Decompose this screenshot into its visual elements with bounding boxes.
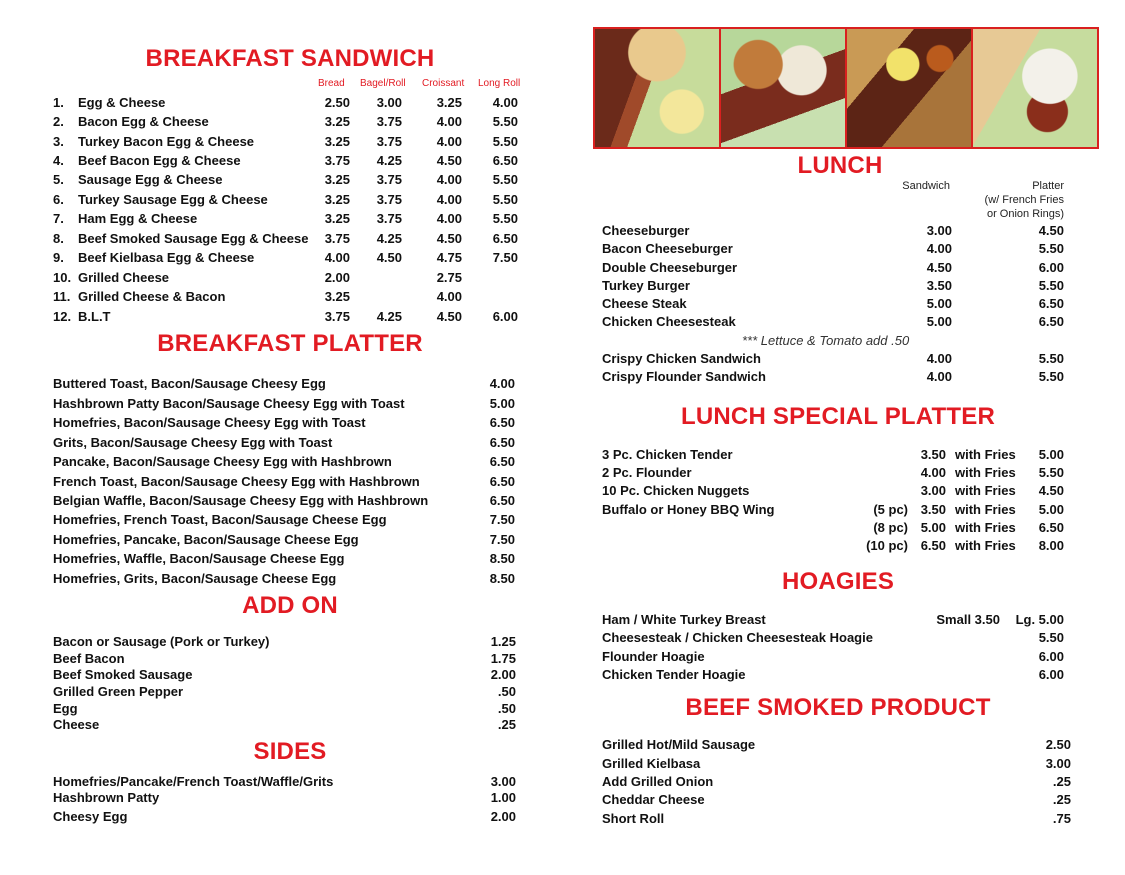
item-name: Sausage Egg & Cheese — [78, 172, 223, 187]
item-price: 4.00 — [436, 192, 462, 207]
item-price: 6.50 — [492, 231, 518, 246]
item-price: 4.00 — [920, 465, 946, 480]
menu-item — [602, 313, 1064, 331]
platter-price: 5.50 — [1038, 241, 1064, 256]
item-price: 6.50 — [489, 415, 515, 430]
hoagies-title: HOAGIES — [781, 568, 895, 595]
with-price: 5.00 — [1038, 502, 1064, 517]
menu-item — [602, 222, 1064, 240]
item-name: Crispy Chicken Sandwich — [602, 351, 761, 366]
item-name: Cheese Steak — [602, 296, 687, 311]
item-price: 6.50 — [920, 538, 946, 553]
item-name: Chicken Tender Hoagie — [602, 667, 746, 682]
item-price: 8.50 — [489, 571, 515, 586]
menu-item — [602, 791, 1071, 809]
item-price: 2.75 — [436, 270, 462, 285]
menu-item — [602, 368, 1064, 386]
item-name: Homefries, Waffle, Bacon/Sausage Cheese Egg — [53, 551, 345, 566]
menu-item — [53, 269, 533, 287]
menu-item — [53, 230, 533, 248]
with-price: 4.50 — [1038, 483, 1064, 498]
item-name: Cheesesteak / Chicken Cheesesteak Hoagie — [602, 630, 873, 645]
item-name: Grits, Bacon/Sausage Cheesy Egg with Toast — [53, 435, 333, 450]
menu-item — [53, 492, 515, 510]
lunch-title: LUNCH — [797, 152, 883, 179]
item-name: Buffalo or Honey BBQ Wing — [602, 502, 775, 517]
item-name: Turkey Burger — [602, 278, 690, 293]
item-number: 4. — [53, 153, 64, 168]
item-name: Cheeseburger — [602, 223, 690, 238]
item-number: 3. — [53, 134, 64, 149]
item-name: Turkey Sausage Egg & Cheese — [78, 192, 268, 207]
item-name: Hashbrown Patty — [53, 790, 160, 805]
menu-item — [602, 810, 1071, 828]
item-price: 4.50 — [436, 231, 462, 246]
item-price: 3.25 — [324, 114, 350, 129]
item-price: 5.50 — [492, 192, 518, 207]
sandwich-price: 4.50 — [926, 260, 952, 275]
item-price: .50 — [497, 701, 516, 716]
col-long-roll: Long Roll — [478, 78, 521, 89]
item-price: 3.75 — [324, 153, 350, 168]
item-price: 3.25 — [324, 134, 350, 149]
item-price: 1.00 — [490, 790, 516, 805]
item-price: Lg. 5.00 — [1015, 612, 1064, 627]
menu-item — [53, 789, 516, 807]
platter-price: 5.50 — [1038, 369, 1064, 384]
item-price: 3.50 — [920, 447, 946, 462]
menu-item — [602, 773, 1071, 791]
with-label: with Fries — [955, 502, 1016, 517]
item-number: 1. — [53, 95, 64, 110]
bacon-eggs-toast-photo-icon — [595, 29, 721, 147]
with-price: 6.50 — [1038, 520, 1064, 535]
item-name: Grilled Cheese & Bacon — [78, 289, 226, 304]
menu-item — [602, 277, 1064, 295]
item-name: Hashbrown Patty Bacon/Sausage Cheesy Egg with Toast — [53, 396, 405, 411]
with-label: with Fries — [955, 447, 1016, 462]
food-photo-strip — [593, 27, 1099, 149]
menu-item — [602, 629, 1064, 647]
item-price: 3.75 — [376, 134, 402, 149]
item-name: Egg — [53, 701, 78, 716]
item-price: 3.75 — [324, 309, 350, 324]
item-price: 4.50 — [376, 250, 402, 265]
sandwich-price: 4.00 — [926, 241, 952, 256]
item-name: Cheddar Cheese — [602, 792, 705, 807]
sandwich-price: 4.00 — [926, 369, 952, 384]
menu-item — [53, 434, 515, 452]
item-name: Grilled Hot/Mild Sausage — [602, 737, 756, 752]
item-name: Short Roll — [602, 811, 665, 826]
item-name: Beef Bacon — [53, 651, 125, 666]
item-price: 6.00 — [1038, 667, 1064, 682]
col-bagel-roll: Bagel/Roll — [360, 78, 406, 89]
item-number: 7. — [53, 211, 64, 226]
menu-item — [53, 288, 533, 306]
menu-item — [602, 519, 1064, 537]
item-name: Beef Smoked Sausage Egg & Cheese — [78, 231, 309, 246]
item-name: Flounder Hoagie — [602, 649, 705, 664]
menu-item — [602, 446, 1064, 464]
item-price: 5.00 — [489, 396, 515, 411]
item-price: 2.00 — [490, 809, 516, 824]
item-price: 3.75 — [376, 192, 402, 207]
lunch-note: *** Lettuce & Tomato add .50 — [742, 333, 910, 348]
item-price: 5.50 — [492, 211, 518, 226]
menu-item — [602, 295, 1064, 313]
lunch-col-platter-line3: or Onion Rings) — [986, 208, 1064, 220]
with-label: with Fries — [955, 538, 1016, 553]
menu-item — [53, 113, 533, 131]
item-price: 4.50 — [436, 309, 462, 324]
menu-item — [53, 152, 533, 170]
item-price: 1.75 — [490, 651, 516, 666]
platter-price: 6.50 — [1038, 296, 1064, 311]
platter-price: 4.50 — [1038, 223, 1064, 238]
item-price: 3.00 — [376, 95, 402, 110]
item-price: 8.50 — [489, 551, 515, 566]
item-price: 2.50 — [1045, 737, 1071, 752]
lunch-col-sandwich: Sandwich — [902, 180, 950, 192]
menu-item — [53, 511, 515, 529]
item-price: 7.50 — [489, 512, 515, 527]
item-price: 5.50 — [492, 114, 518, 129]
menu-item — [602, 611, 1064, 629]
item-name: Chicken Cheesesteak — [602, 314, 736, 329]
menu-item — [602, 259, 1064, 277]
item-price: 3.75 — [376, 114, 402, 129]
menu-item — [53, 570, 515, 588]
item-price: 3.25 — [436, 95, 462, 110]
menu-item — [53, 550, 515, 568]
item-name: Crispy Flounder Sandwich — [602, 369, 766, 384]
item-number: 9. — [53, 250, 64, 265]
item-name: Ham / White Turkey Breast — [602, 612, 766, 627]
item-price: .25 — [1052, 792, 1071, 807]
menu-item — [53, 453, 515, 471]
item-price: 6.50 — [489, 435, 515, 450]
with-label: with Fries — [955, 520, 1016, 535]
item-name: Grilled Green Pepper — [53, 684, 184, 699]
item-price: 4.00 — [436, 134, 462, 149]
menu-item — [53, 133, 533, 151]
item-price: 4.00 — [436, 211, 462, 226]
item-name: Cheesy Egg — [53, 809, 128, 824]
menu-item — [53, 375, 515, 393]
item-price: 5.50 — [492, 134, 518, 149]
item-name: Double Cheeseburger — [602, 260, 738, 275]
col-bread: Bread — [318, 78, 345, 89]
item-name: French Toast, Bacon/Sausage Cheesy Egg with Hashbrown — [53, 474, 420, 489]
with-label: with Fries — [955, 465, 1016, 480]
small-price: Small 3.50 — [936, 612, 1000, 627]
menu-item — [53, 531, 515, 549]
platter-price: 6.50 — [1038, 314, 1064, 329]
item-price: 3.25 — [324, 172, 350, 187]
menu-item — [53, 249, 533, 267]
item-price: 7.50 — [492, 250, 518, 265]
item-price: 3.25 — [324, 211, 350, 226]
sandwich-price: 5.00 — [926, 296, 952, 311]
item-name: Buttered Toast, Bacon/Sausage Cheesy Egg — [53, 376, 326, 391]
item-price: 3.00 — [920, 483, 946, 498]
item-price: 4.25 — [376, 309, 402, 324]
item-qty: (5 pc) — [873, 502, 908, 517]
item-name: B.L.T — [78, 309, 111, 324]
breakfast-sandwich-title: BREAKFAST SANDWICH — [145, 45, 435, 72]
item-number: 6. — [53, 192, 64, 207]
item-price: 2.00 — [490, 667, 516, 682]
item-name: Beef Bacon Egg & Cheese — [78, 153, 241, 168]
menu-item — [53, 308, 533, 326]
menu-item — [53, 94, 533, 112]
item-number: 5. — [53, 172, 64, 187]
item-price: 4.00 — [324, 250, 350, 265]
item-price: 6.50 — [489, 474, 515, 489]
menu-item — [602, 482, 1064, 500]
item-number: 2. — [53, 114, 64, 129]
item-price: 2.50 — [324, 95, 350, 110]
menu-item — [602, 755, 1071, 773]
lunch-col-platter — [960, 179, 1064, 221]
menu-item — [53, 808, 516, 826]
with-price: 5.50 — [1038, 465, 1064, 480]
item-name: Bacon Cheeseburger — [602, 241, 733, 256]
item-price: 4.75 — [436, 250, 462, 265]
homefries-pancake-photo-icon — [847, 29, 973, 147]
hashbrown-bacon-toast-photo-icon — [721, 29, 847, 147]
menu-item — [53, 683, 516, 701]
item-price: 3.75 — [376, 172, 402, 187]
item-name: Beef Smoked Sausage — [53, 667, 193, 682]
menu-item — [53, 191, 533, 209]
menu-item — [53, 716, 516, 734]
item-price: 3.25 — [324, 289, 350, 304]
item-price: 7.50 — [489, 532, 515, 547]
item-price: 6.50 — [492, 153, 518, 168]
item-price: 4.00 — [436, 172, 462, 187]
item-price: 5.00 — [920, 520, 946, 535]
with-label: with Fries — [955, 483, 1016, 498]
item-name: Pancake, Bacon/Sausage Cheesy Egg with Hashbrown — [53, 454, 392, 469]
item-name: Grilled Cheese — [78, 270, 170, 285]
item-name: Belgian Waffle, Bacon/Sausage Cheesy Egg with Hashbrown — [53, 493, 429, 508]
lunch-col-platter-line1: Platter — [1032, 180, 1064, 192]
item-price: 6.00 — [1038, 649, 1064, 664]
item-name: Homefries, Grits, Bacon/Sausage Cheese Egg — [53, 571, 337, 586]
item-number: 11. — [53, 289, 71, 304]
with-price: 5.00 — [1038, 447, 1064, 462]
col-croissant: Croissant — [422, 78, 465, 89]
item-number: 12. — [53, 309, 72, 324]
menu-item — [53, 210, 533, 228]
item-name: Homefries, Pancake, Bacon/Sausage Cheese Egg — [53, 532, 359, 547]
item-number: 8. — [53, 231, 64, 246]
menu-item — [602, 350, 1064, 368]
item-price: 3.00 — [490, 774, 516, 789]
item-price: .25 — [497, 717, 516, 732]
menu-item — [53, 395, 515, 413]
item-name: Ham Egg & Cheese — [78, 211, 198, 226]
sides-title: SIDES — [253, 738, 327, 765]
item-price: 3.25 — [324, 192, 350, 207]
item-price: 6.50 — [489, 493, 515, 508]
item-name: Homefries, French Toast, Bacon/Sausage Cheese Egg — [53, 512, 387, 527]
item-name: 10 Pc. Chicken Nuggets — [602, 483, 750, 498]
menu-item — [53, 414, 515, 432]
breakfast-platter-title: BREAKFAST PLATTER — [157, 330, 423, 357]
platter-price: 5.50 — [1038, 278, 1064, 293]
menu-item — [602, 240, 1064, 258]
item-price: .50 — [497, 684, 516, 699]
menu-item — [53, 171, 533, 189]
item-number: 10. — [53, 270, 72, 285]
item-price: 1.25 — [490, 634, 516, 649]
item-name: Cheese — [53, 717, 100, 732]
item-name: Bacon Egg & Cheese — [78, 114, 209, 129]
grits-bacon-toast-photo-icon — [973, 29, 1097, 147]
item-price: 3.00 — [1045, 756, 1071, 771]
menu-item — [53, 666, 516, 684]
item-name: Egg & Cheese — [78, 95, 166, 110]
menu-item — [602, 464, 1064, 482]
item-qty: (8 pc) — [873, 520, 908, 535]
item-price: 3.50 — [920, 502, 946, 517]
item-price: 5.50 — [492, 172, 518, 187]
sandwich-price: 3.50 — [926, 278, 952, 293]
item-qty: (10 pc) — [866, 538, 908, 553]
item-price: 6.00 — [492, 309, 518, 324]
item-price: 3.75 — [376, 211, 402, 226]
item-price: 4.25 — [376, 153, 402, 168]
menu-item — [602, 537, 1064, 555]
item-price: 2.00 — [324, 270, 350, 285]
item-price: 6.50 — [489, 454, 515, 469]
item-name: Grilled Kielbasa — [602, 756, 701, 771]
platter-price: 5.50 — [1038, 351, 1064, 366]
menu-item — [53, 633, 516, 651]
item-price: .25 — [1052, 774, 1071, 789]
beef-smoked-title: BEEF SMOKED PRODUCT — [685, 694, 991, 721]
item-name: Homefries/Pancake/French Toast/Waffle/Grits — [53, 774, 334, 789]
menu-item — [602, 736, 1071, 754]
sandwich-price: 3.00 — [926, 223, 952, 238]
item-price: 4.25 — [376, 231, 402, 246]
with-price: 8.00 — [1038, 538, 1064, 553]
menu-item — [602, 501, 1064, 519]
item-price: 4.00 — [492, 95, 518, 110]
item-price: 4.00 — [436, 289, 462, 304]
menu-item — [53, 473, 515, 491]
item-name: Turkey Bacon Egg & Cheese — [78, 134, 255, 149]
item-name: Bacon or Sausage (Pork or Turkey) — [53, 634, 270, 649]
item-name: Homefries, Bacon/Sausage Cheesy Egg with Toast — [53, 415, 366, 430]
add-on-title: ADD ON — [242, 592, 338, 619]
platter-price: 6.00 — [1038, 260, 1064, 275]
lunch-col-platter-line2: (w/ French Fries — [984, 194, 1064, 206]
menu-item — [602, 666, 1064, 684]
item-name: Beef Kielbasa Egg & Cheese — [78, 250, 255, 265]
sandwich-price: 5.00 — [926, 314, 952, 329]
item-price: 5.50 — [1038, 630, 1064, 645]
item-price: .75 — [1052, 811, 1071, 826]
item-price: 3.75 — [324, 231, 350, 246]
item-price: 4.50 — [436, 153, 462, 168]
lunch-special-title: LUNCH SPECIAL PLATTER — [681, 403, 995, 430]
item-name: 2 Pc. Flounder — [602, 465, 692, 480]
menu-item — [602, 648, 1064, 666]
sandwich-price: 4.00 — [926, 351, 952, 366]
item-name: 3 Pc. Chicken Tender — [602, 447, 733, 462]
item-price: 4.00 — [489, 376, 515, 391]
item-name: Add Grilled Onion — [602, 774, 714, 789]
item-price: 4.00 — [436, 114, 462, 129]
